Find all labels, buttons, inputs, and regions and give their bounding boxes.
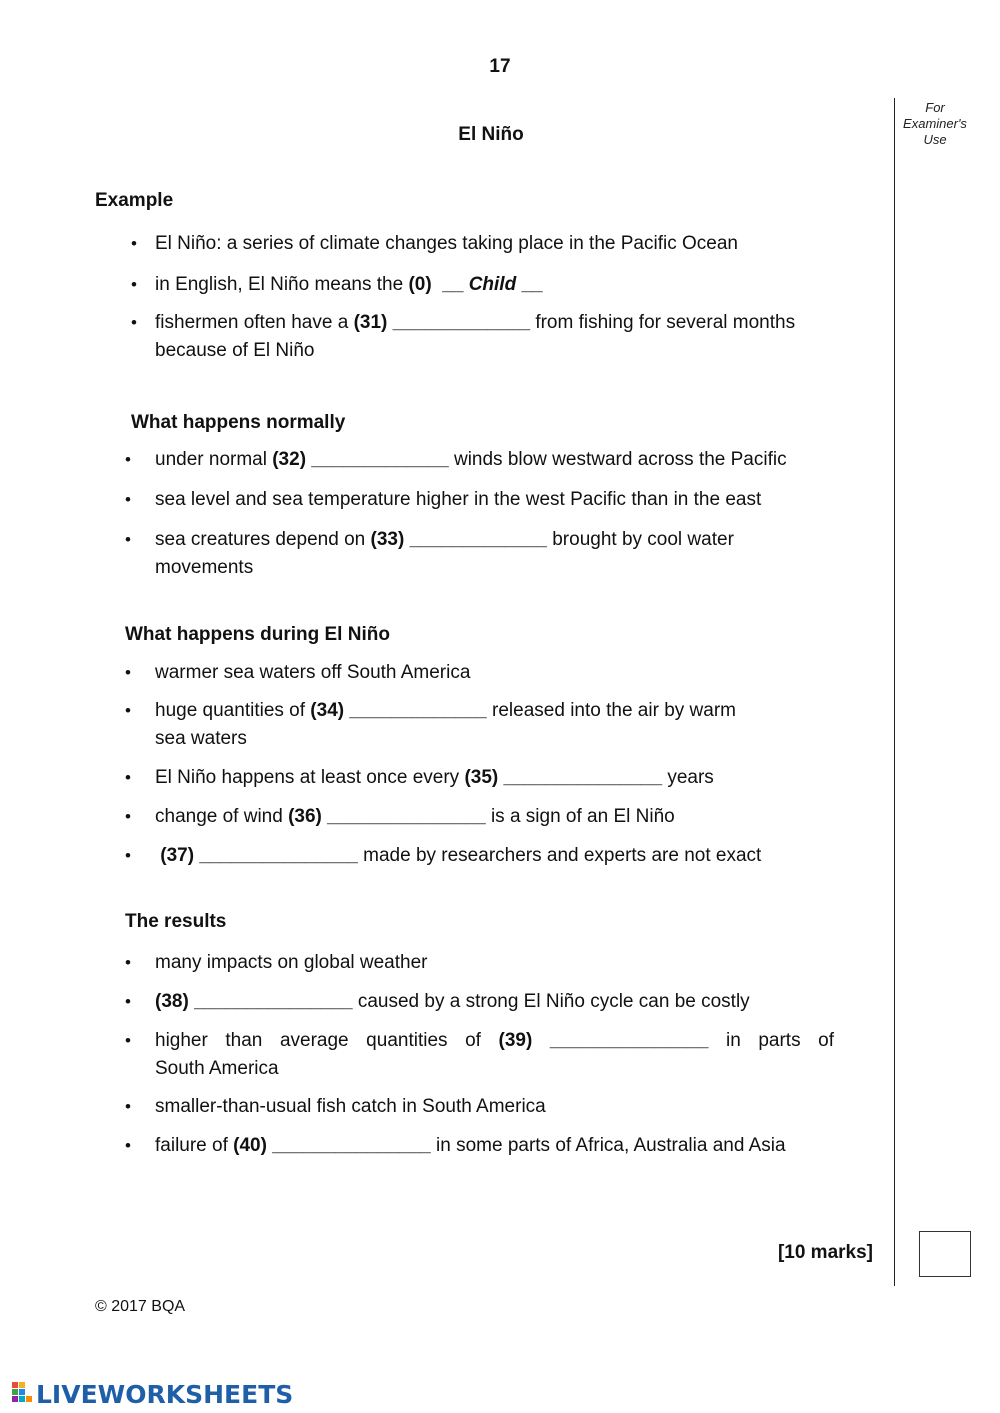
question-39	[155, 1027, 834, 1055]
item-text: from fishing for several months	[535, 312, 796, 333]
examiner-label-line1: For	[925, 100, 945, 115]
examiner-margin-line	[894, 98, 895, 1286]
results-heading: The results	[125, 911, 227, 932]
item-text: sea level and sea temperature higher in the west Pacific than in the east	[155, 489, 762, 510]
question-35	[155, 764, 714, 792]
bullet-icon: •	[125, 953, 131, 972]
liveworksheets-brand[interactable]	[12, 1378, 293, 1410]
answer-blank-34[interactable]: _____________	[344, 700, 493, 721]
liveworksheets-logo-icon	[12, 1382, 34, 1406]
bullet-icon: •	[125, 450, 131, 469]
bullet-icon: •	[125, 1136, 131, 1155]
item-text: sea creatures depend on	[155, 529, 371, 550]
item-text: smaller-than-usual fish catch in South America	[155, 1096, 546, 1117]
question-number: (35)	[464, 767, 499, 788]
item-text: caused by a strong El Niño cycle can be costly	[357, 991, 750, 1012]
question-40	[155, 1132, 786, 1160]
page-title: El Niño	[458, 124, 524, 145]
bullet-icon: •	[125, 807, 131, 826]
item-text: El Niño: a series of climate changes taking place in the Pacific Ocean	[155, 233, 738, 254]
question-number: (37)	[160, 845, 195, 866]
results-item-4	[155, 1093, 546, 1121]
item-text: made by researchers and experts are not exact	[363, 845, 762, 866]
bullet-icon: •	[131, 234, 137, 253]
bullet-icon: •	[125, 846, 131, 865]
question-number: (40)	[233, 1135, 267, 1156]
item-text: in English, El Niño means the	[155, 274, 409, 295]
bullet-icon: •	[125, 701, 131, 720]
item-text: warmer sea waters off South America	[155, 662, 471, 683]
item-text: higher than average quantities of	[155, 1030, 499, 1051]
answer-blank-36[interactable]: _______________	[321, 806, 491, 827]
item-continuation: because of El Niño	[155, 340, 315, 361]
item-text: winds blow westward across the Pacific	[453, 449, 787, 470]
example-item-1	[155, 230, 738, 258]
bullet-icon: •	[131, 313, 137, 332]
item-text: is a sign of an El Niño	[490, 806, 675, 827]
question-number: (33)	[370, 529, 405, 550]
answer-blank-40[interactable]: _______________	[266, 1135, 437, 1156]
examiner-mark-box	[919, 1231, 971, 1277]
question-number: (34)	[310, 700, 345, 721]
normally-item-2	[155, 486, 761, 514]
question-37	[155, 842, 761, 870]
question-number: (32)	[272, 449, 307, 470]
question-number: (39)	[498, 1030, 533, 1051]
examiner-label-line3: Use	[923, 132, 947, 147]
bullet-icon: •	[125, 530, 131, 549]
question-38	[155, 988, 750, 1016]
question-number: (0)	[408, 274, 432, 295]
item-continuation: movements	[155, 557, 254, 578]
item-text: huge quantities of	[155, 700, 311, 721]
item-text: El Niño happens at least once every	[155, 767, 465, 788]
bullet-icon: •	[125, 992, 131, 1011]
question-number: (38)	[155, 991, 189, 1012]
item-continuation: South America	[155, 1058, 279, 1079]
bullet-icon: •	[125, 1097, 131, 1116]
question-33	[155, 526, 734, 554]
question-36	[155, 803, 675, 831]
item-text: in some parts of Africa, Australia and Asia	[436, 1135, 786, 1156]
bullet-icon: •	[131, 275, 137, 294]
examiner-label-line2: Examiner's	[903, 116, 967, 131]
bullet-icon: •	[125, 1031, 131, 1050]
question-number: (31)	[353, 312, 388, 333]
answer-blank-37[interactable]: _______________	[194, 845, 364, 866]
copyright: © 2017 BQA	[95, 1298, 186, 1315]
answer-blank-33[interactable]: _____________	[404, 529, 553, 550]
item-continuation: sea waters	[155, 728, 247, 749]
example-answer: Child	[468, 274, 517, 295]
item-text: in parts of	[725, 1030, 834, 1051]
example-heading: Example	[95, 190, 174, 211]
item-text: years	[667, 767, 714, 788]
total-marks: [10 marks]	[777, 1242, 873, 1263]
item-text: released into the air by warm	[492, 700, 736, 721]
answer-blank-39[interactable]: _______________	[532, 1030, 726, 1051]
answer-gap: __	[516, 274, 543, 295]
brand-name: LIVEWORKSHEETS	[36, 1379, 294, 1409]
answer-blank-32[interactable]: _____________	[306, 449, 454, 470]
normally-heading: What happens normally	[131, 412, 346, 433]
item-text: failure of	[155, 1135, 234, 1156]
item-text: under normal	[155, 449, 273, 470]
during-item-1	[155, 659, 470, 687]
question-34	[155, 697, 736, 725]
answer-gap: __	[431, 274, 469, 295]
item-text: fishermen often have a	[155, 312, 354, 333]
question-number: (36)	[288, 806, 322, 827]
example-item-2	[155, 271, 543, 299]
bullet-icon: •	[125, 663, 131, 682]
question-31	[155, 309, 795, 337]
answer-blank-38[interactable]: _______________	[188, 991, 358, 1012]
bullet-icon: •	[125, 768, 131, 787]
question-32	[155, 446, 787, 474]
examiner-use-label	[896, 100, 974, 148]
answer-blank-35[interactable]: _______________	[498, 767, 668, 788]
during-heading: What happens during El Niño	[125, 624, 390, 645]
answer-blank-31[interactable]: _____________	[387, 312, 536, 333]
results-item-1	[155, 949, 427, 977]
bullet-icon: •	[125, 490, 131, 509]
item-text: many impacts on global weather	[155, 952, 428, 973]
item-text: brought by cool water	[552, 529, 734, 550]
page-number: 17	[489, 56, 511, 77]
item-text: change of wind	[155, 806, 289, 827]
